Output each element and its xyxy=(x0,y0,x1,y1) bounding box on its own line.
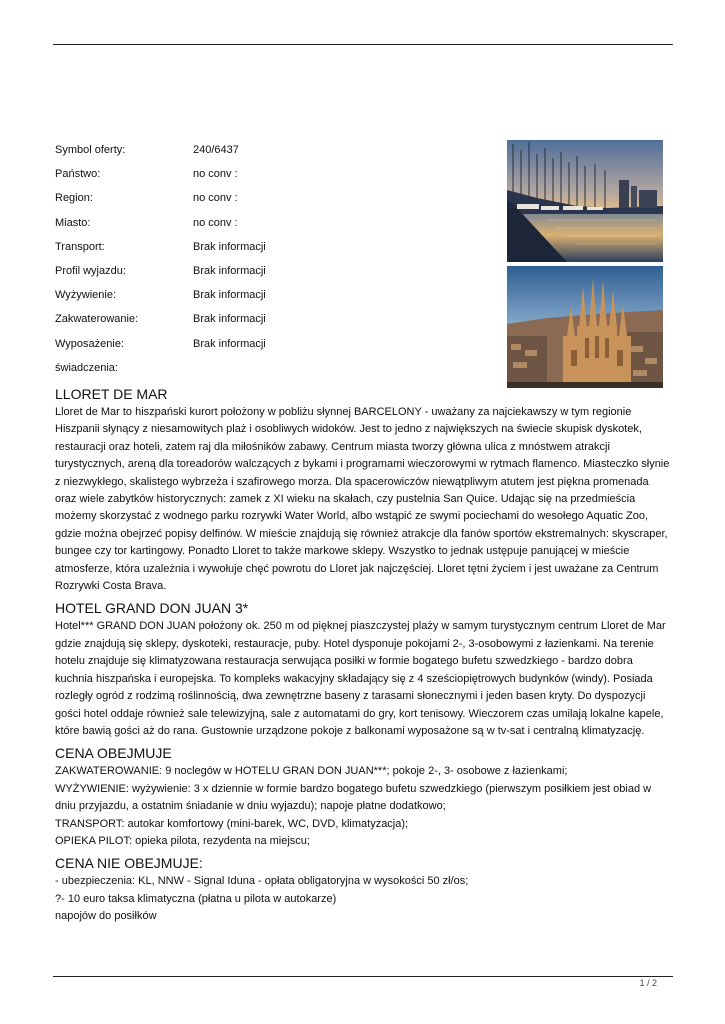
section-hotel xyxy=(55,598,673,740)
section-title-hotel: HOTEL GRAND DON JUAN 3* xyxy=(55,600,249,617)
info-label: świadczenia: xyxy=(55,361,118,374)
info-label: Symbol oferty: xyxy=(55,144,126,156)
bottom-rule xyxy=(53,976,673,977)
sagrada-familia-photo xyxy=(507,266,663,388)
info-row-symbol xyxy=(55,138,475,162)
included-line: ZAKWATEROWANIE: 9 noclegów w HOTELU GRAN DON JUAN***; pokoje 2-, 3- osobowe z łazienkami; xyxy=(55,765,568,778)
offer-info-table xyxy=(55,138,475,380)
info-row-region xyxy=(55,186,475,210)
info-value: 240/6437 xyxy=(193,144,239,156)
section-title-included: CENA OBEJMUJE xyxy=(55,745,172,762)
section-body-hotel: Hotel*** GRAND DON JUAN położony ok. 250 m od pięknej piaszczystej plaży w samym turystycznym centrum Lloret de Mar gdzie znajdują się sklepy, dyskoteki, restauracje, puby. Hotel dysponuje pokojami 2-, 3-osobowymi z łazienkami. Na terenie hotelu znajduje się klimatyzowana restauracja serwująca posiłki w formie bogatego bufetu szwedzkiego - bardzo dobra kuchnia hiszpańska i europejska. To kompleks wakacyjny składający się z 4 sześciopiętrowych budynków (windy). Posiada rozległy ogród z rodzimą roślinnością, dwa zewnętrzne baseny z tarasami słonecznymi i jeden basen kryty. Do dyspozycji gości hotel oddaje również sale telewizyjną, sale z automatami do gry, kort tenisowy. Wieczorem czas umilają lokalne kapele, które bawią gości aż do rana. Gustownie urządzone pokoje z balkonami wyposażone są w tv-sat i centralną klimatyzację. xyxy=(55,620,666,737)
info-label: Zakwaterowanie: xyxy=(55,313,139,326)
section-excluded xyxy=(55,853,673,925)
info-value: no conv : xyxy=(193,168,238,181)
info-value: Brak informacji xyxy=(193,289,266,302)
section-lloret xyxy=(55,384,673,595)
excluded-line: ?- 10 euro taksa klimatyczna (płatna u pilota w autokarze) xyxy=(55,892,337,905)
marina-photo xyxy=(507,140,663,262)
info-row-equipment xyxy=(55,332,475,356)
info-row-meals xyxy=(55,283,475,307)
info-row-trip-profile xyxy=(55,259,475,283)
page-number: 1 / 2 xyxy=(639,978,657,988)
excluded-line: napojów do posiłków xyxy=(55,910,157,923)
section-included xyxy=(55,743,673,850)
info-label: Państwo: xyxy=(55,168,101,181)
info-row-accommodation xyxy=(55,307,475,331)
info-row-transport xyxy=(55,235,475,259)
info-label: Region: xyxy=(55,192,93,205)
info-value: no conv : xyxy=(193,216,238,229)
info-row-city xyxy=(55,211,475,235)
info-row-country xyxy=(55,162,475,186)
top-rule xyxy=(53,44,673,45)
info-label: Wyposażenie: xyxy=(55,337,124,350)
included-line: OPIEKA PILOT: opieka pilota, rezydenta na miejscu; xyxy=(55,834,310,847)
info-value: Brak informacji xyxy=(193,313,266,326)
included-line: WYŻYWIENIE: wyżywienie: 3 x dziennie w formie bardzo bogatego bufetu szwedzkiego (pierwszym posiłkiem jest obiad w dniu przyjazdu, a ostatnim śniadanie w dniu wyjazdu); napoje płatne dodatkowo; xyxy=(55,782,652,813)
section-title-lloret: LLORET DE MAR xyxy=(55,386,168,402)
info-value: Brak informacji xyxy=(193,264,266,277)
info-value: no conv : xyxy=(193,192,238,205)
section-title-excluded: CENA NIE OBEJMUJE: xyxy=(55,855,203,872)
info-label: Transport: xyxy=(55,240,105,253)
offer-description xyxy=(55,384,673,926)
section-body-lloret: Lloret de Mar to hiszpański kurort położony w pobliżu słynnej BARCELONY - uważany za najciekawszy w tym regionie Hiszpanii słynący z niesamowitych plaż i osobliwych widoków. Jest to jedno z największych na świecie skupisk dyskotek, restauracji oraz hoteli, zatem raj dla miłośników zabawy. Centrum miasta tworzy główna ulica z mnóstwem atrakcji turystycznych, areną dla toreadorów walczących z bykami i programami wieczorowymi w rytmach flamenco. Miasteczko słynie z niezwykłego, skalistego wybrzeża i szafirowego morza. Dla spacerowiczów niewątpliwym atutem jest piękna promenada oraz wiele zabytków historycznych: zamek z XI wieku na skałach, czy pustelnia San Quice. Udając się na przedmieścia możemy skorzystać z wodnego parku rozrywki Water World, albo wstąpić ze swymi pociechami do wesołego Aquatic Zoo, gdzie można obejrzeć popisy delfinów. W mieście znajdują się również atrakcje dla fanów sportów ekstremalnych: skyscraper, bungee czy tor kartingowy. Ponadto Lloret to także markowe sklepy. Wszystko to jednak ustępuje panującej w mieście atmosferze, która uzależnia i wywołuje chęć powrotu do Lloret jak najczęściej. Lloret tętni życiem i jest uważane za Centrum Rozrywki Costa Brava. xyxy=(55,406,670,593)
photo-column xyxy=(507,140,663,388)
info-label: Miasto: xyxy=(55,216,91,229)
info-value: Brak informacji xyxy=(193,240,266,253)
info-label: Profil wyjazdu: xyxy=(55,264,126,277)
info-row-services xyxy=(55,356,475,380)
included-line: TRANSPORT: autokar komfortowy (mini-barek, WC, DVD, klimatyzacja); xyxy=(55,817,409,830)
excluded-line: - ubezpieczenia: KL, NNW - Signal Iduna - opłata obligatoryjna w wysokości 50 zł/os; xyxy=(55,875,469,888)
info-label: Wyżywienie: xyxy=(55,289,117,302)
info-value: Brak informacji xyxy=(193,337,266,350)
